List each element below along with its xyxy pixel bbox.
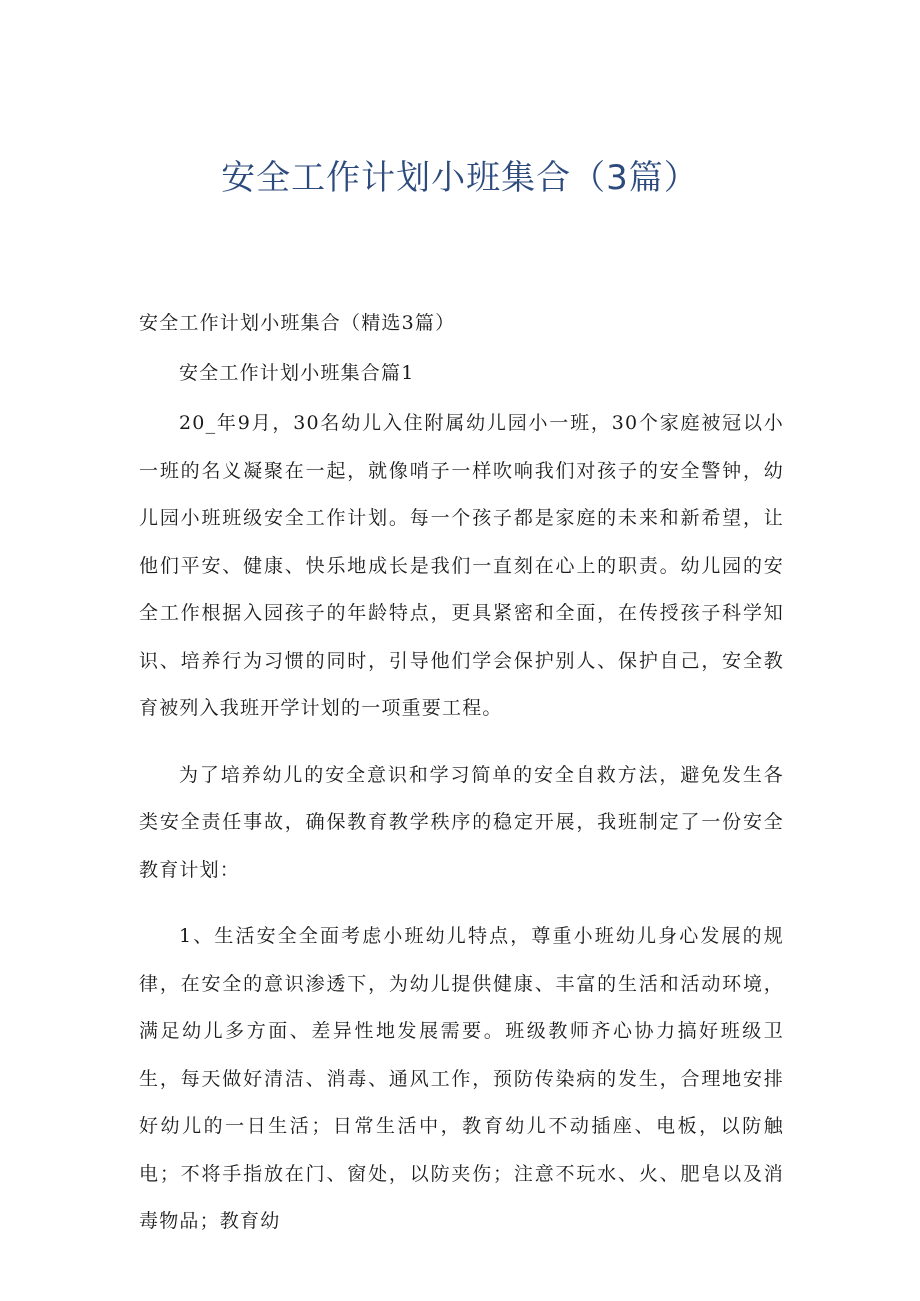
paragraph: 为了培养幼儿的安全意识和学习简单的安全自救方法，避免发生各类安全责任事故，确保教育教学秩序的稳定开展，我班制定了一份安全教育计划：: [139, 763, 784, 881]
body-paragraphs: [139, 400, 784, 1265]
document-title: 安全工作计划小班集合（3篇）: [221, 158, 699, 198]
paragraph: 20_年9月，30名幼儿入住附属幼儿园小一班，30个家庭被冠以小一班的名义凝聚在一起，就像哨子一样吹响我们对孩子的安全警钟，幼儿园小班班级安全工作计划。每一个孩子都是家庭的未来和新希望，让他们平安、健康、快乐地成长是我们一直刻在心上的职责。幼儿园的安全工作根据入园孩子的年龄特点，更具紧密和全面，在传授孩子科学知识、培养行为习惯的同时，引导他们学会保护别人、保护自己，安全教育被列入我班开学计划的一项重要工程。: [139, 412, 784, 719]
paragraph: 1、生活安全全面考虑小班幼儿特点，尊重小班幼儿身心发展的规律，在安全的意识渗透下，为幼儿提供健康、丰富的生活和活动环境，满足幼儿多方面、差异性地发展需要。班级教师齐心协力搞好班级卫生，每天做好清洁、消毒、通风工作，预防传染病的发生，合理地安排好幼儿的一日生活；日常生活中，教育幼儿不动插座、电板，以防触电；不将手指放在门、窗处，以防夹伤；注意不玩水、火、肥皂以及消毒物品；教育幼: [139, 925, 784, 1232]
document-subtitle: 安全工作计划小班集合（精选3篇）: [139, 312, 456, 334]
section-heading: 安全工作计划小班集合篇1: [179, 362, 415, 384]
